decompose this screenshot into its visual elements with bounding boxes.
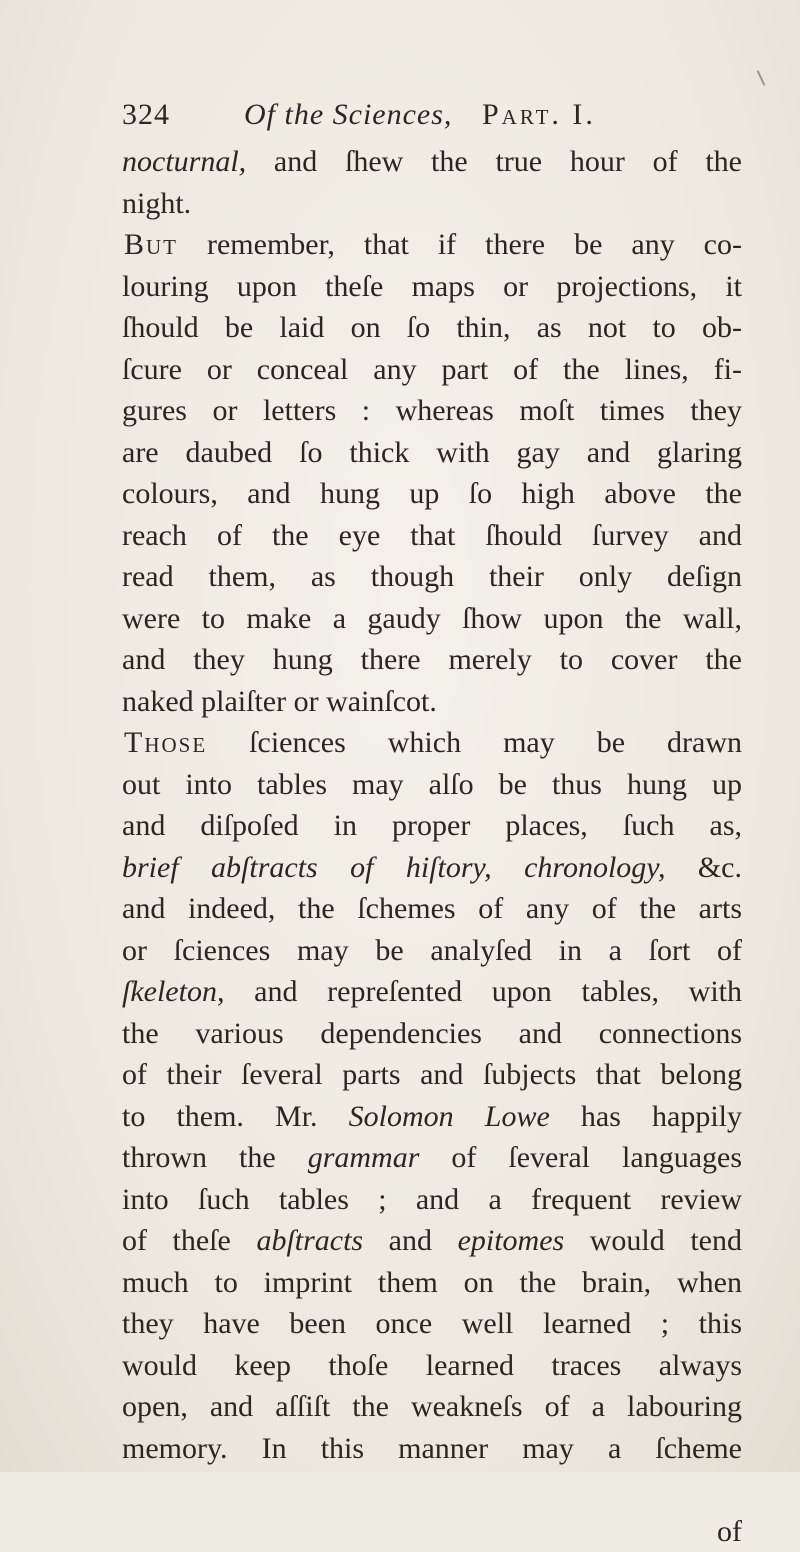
text-line: But remember, that if there be any co- [122,224,742,266]
text-line: were to make a gaudy ſhow upon the wall, [122,598,742,640]
text-line: would keep thoſe learned traces always [122,1345,742,1387]
text-line [122,1469,742,1511]
text-line: are daubed ſo thick with gay and glaring [122,432,742,474]
text-line: thrown the grammar of ſeveral languages [122,1137,742,1179]
text-line: of theſe abſtracts and epitomes would tend [122,1220,742,1262]
body-text [122,141,742,1552]
text-line: naked plaiſter or wainſcot. [122,681,742,723]
text-line: colours, and hung up ſo high above the [122,473,742,515]
page-number: 324 [122,98,170,132]
text-line: ſcure or conceal any part of the lines, fi- [122,349,742,391]
running-title: Of the Sciences, [244,98,452,132]
text-line: ſkeleton, and repreſented upon tables, with [122,971,742,1013]
part-label: Part. I. [482,98,596,132]
text-line: read them, as though their only deſign [122,556,742,598]
catchword: of [122,1511,742,1552]
text-line: and diſpoſed in proper places, ſuch as, [122,805,742,847]
text-line: gures or letters : whereas moſt times they [122,390,742,432]
text-line: or ſciences may be analyſed in a ſort of [122,930,742,972]
text-line: and they hung there merely to cover the [122,639,742,681]
running-header [122,98,742,138]
text-line: they have been once well learned ; this [122,1303,742,1345]
text-line: much to imprint them on the brain, when [122,1262,742,1304]
text-line: into ſuch tables ; and a frequent review [122,1179,742,1221]
text-line: out into tables may alſo be thus hung up [122,764,742,806]
text-line: louring upon theſe maps or projections, it [122,266,742,308]
text-line: to them. Mr. Solomon Lowe has happily [122,1096,742,1138]
text-line: Those ſciences which may be drawn [122,722,742,764]
pen-mark [757,70,766,85]
text-line: the various dependencies and connections [122,1013,742,1055]
text-line: memory. In this manner may a ſcheme [122,1428,742,1470]
text-line: and indeed, the ſchemes of any of the arts [122,888,742,930]
text-line: of their ſeveral parts and ſubjects that belong [122,1054,742,1096]
text-line: night. [122,183,742,225]
text-line: nocturnal, and ſhew the true hour of the [122,141,742,183]
text-line: ſhould be laid on ſo thin, as not to ob- [122,307,742,349]
text-line: reach of the eye that ſhould ſurvey and [122,515,742,557]
text-line: brief abſtracts of hiſtory, chronology, &c. [122,847,742,889]
text-line: open, and aſſiſt the weakneſs of a labouring [122,1386,742,1428]
